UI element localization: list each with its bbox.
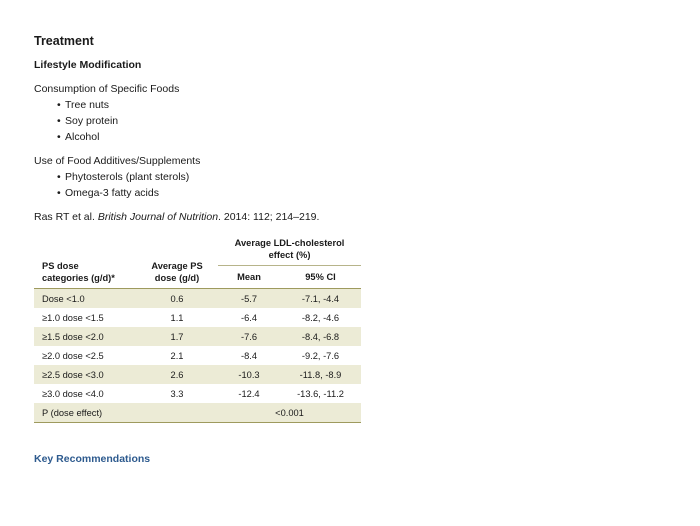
p-value: <0.001 [218,403,361,423]
average-dose-header: Average PS dose (g/d) [151,261,203,283]
ps-dose-table [34,232,361,423]
table-row: Dose <1.0 0.6 -5.7 -7.1, -4.4 [34,289,361,309]
list-item: • Tree nuts [57,99,109,111]
table-row: ≥2.5 dose <3.0 2.6 -10.3 -11.8, -8.9 [34,365,361,384]
list-item: • Omega-3 fatty acids [57,187,159,199]
table-row: ≥1.5 dose <2.0 1.7 -7.6 -8.4, -6.8 [34,327,361,346]
ldl-group-header: Average LDL-cholesterol effect (%) [218,232,361,266]
list-item: • Soy protein [57,115,119,127]
ci-header: 95% CI [305,272,336,282]
list-item: • Alcohol [57,131,100,143]
section-title-supplements: Use of Food Additives/Supplements [34,155,201,167]
page-subheading: Lifestyle Modification [34,59,142,71]
mean-header: Mean [237,272,261,282]
table-row: ≥1.0 dose <1.5 1.1 -6.4 -8.2, -4.6 [42,312,340,323]
p-value-row: P (dose effect) <0.001 [34,403,361,423]
page-heading: Treatment [34,34,94,48]
list-item: • Phytosterols (plant sterols) [57,171,190,183]
table-row: ≥2.0 dose <2.5 2.1 -8.4 -9.2, -7.6 [42,350,340,361]
table-row: ≥3.0 dose <4.0 3.3 -12.4 -13.6, -11.2 [42,388,344,399]
section-title-foods: Consumption of Specific Foods [34,83,180,95]
key-recommendations-link[interactable]: Key Recommendations [34,453,151,465]
citation: Ras RT et al. British Journal of Nutrition. 2014: 112; 214–219. [34,211,320,223]
dose-category-header: PS dose categories (g/d)* [42,261,115,283]
